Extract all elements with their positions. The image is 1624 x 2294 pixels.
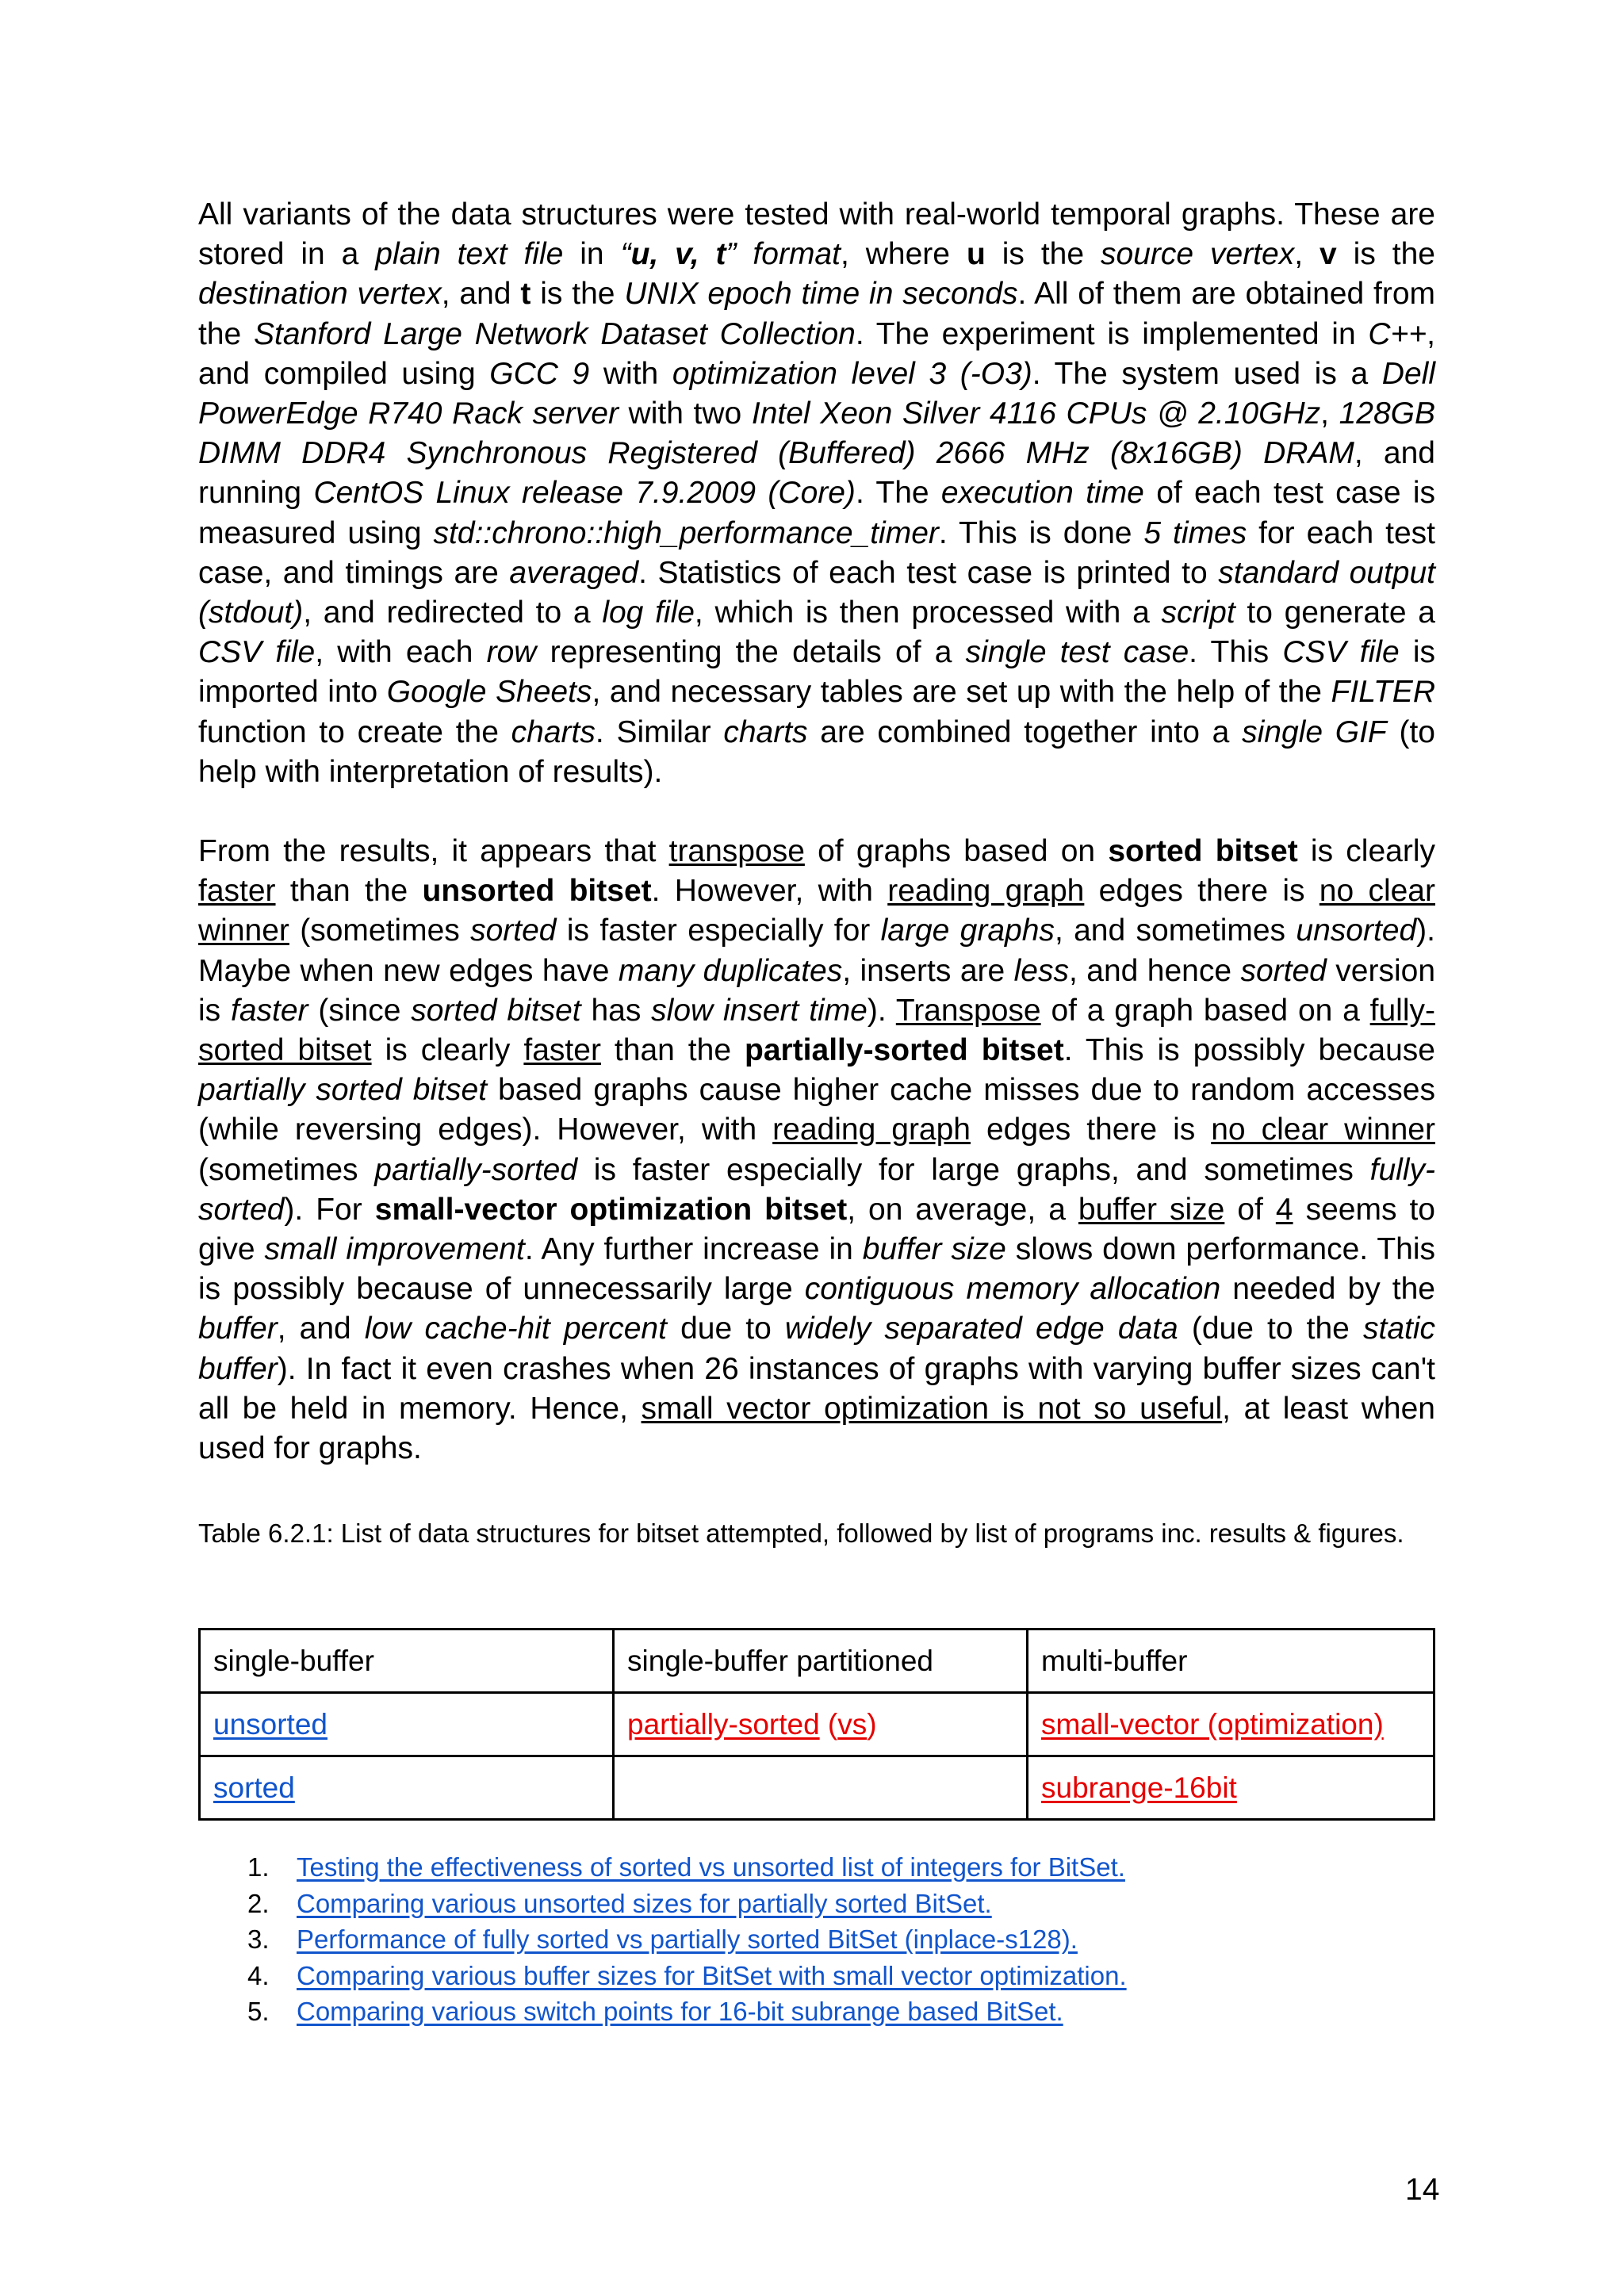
cell-empty — [614, 1756, 1028, 1820]
header-multi-buffer: multi-buffer — [1028, 1630, 1434, 1693]
list-item — [198, 1921, 1127, 1958]
table-row — [200, 1756, 1434, 1820]
methodology-paragraph: All variants of the data structures were tested with real-world temporal graphs. These are stored in a plain text file in “u, v, t” format, where u is the source vertex, v is the destination vertex, and t is the UNIX epoch time in seconds. All of them are obtained from the Stanford Large Network Dataset Collection. The experiment is implemented in C++, and compiled using GCC 9 with optimization level 3 (-O3). The system used is a Dell PowerEdge R740 Rack server with two Intel Xeon Silver 4116 CPUs @ 2.10GHz, 128GB DIMM DDR4 Synchronous Registered (Buffered) 2666 MHz (8x16GB) DRAM, and running CentOS Linux release 7.9.2009 (Core). The execution time of each test case is measured using std::chrono::high_performance_timer. This is done 5 times for each test case, and timings are averaged. Statistics of each test case is printed to standard output (stdout), and redirected to a log file, which is then processed with a script to generate a CSV file, with each row representing the details of a single test case. This CSV file is imported into Google Sheets, and necessary tables are set up with the help of the FILTER function to create the charts. Similar charts are combined together into a single GIF (to help with interpretation of results). — [198, 197, 1436, 789]
page-number: 14 — [1405, 2173, 1440, 2207]
list-item — [198, 1993, 1127, 2030]
table-row — [200, 1693, 1434, 1756]
vs-link[interactable]: vs — [837, 1707, 868, 1741]
bitset-structures-table — [198, 1628, 1435, 1821]
table-header-row — [200, 1630, 1434, 1693]
paren-open: ( — [819, 1707, 838, 1741]
header-single-buffer: single-buffer — [200, 1630, 614, 1693]
list-item — [198, 1886, 1127, 1922]
list-item — [198, 1849, 1127, 1886]
table-caption: Table 6.2.1: List of data structures for bitset attempted, followed by list of programs inc. results & figures. — [198, 1518, 1404, 1548]
program-link[interactable]: Comparing various buffer sizes for BitSet with small vector optimization. — [297, 1960, 1127, 1990]
list-number: 3. — [247, 1924, 270, 1954]
cell-sorted — [200, 1756, 614, 1820]
programs-list — [198, 1849, 1127, 2030]
program-link[interactable]: Performance of fully sorted vs partially sorted BitSet (inplace-s128). — [297, 1924, 1078, 1954]
small-vector-link[interactable]: small-vector (optimization) — [1041, 1707, 1384, 1741]
cell-unsorted — [200, 1693, 614, 1756]
partially-sorted-link[interactable]: partially-sorted — [627, 1707, 820, 1741]
subrange-16bit-link[interactable]: subrange-16bit — [1041, 1771, 1237, 1804]
results-paragraph: From the results, it appears that transpose of graphs based on sorted bitset is clearly faster than the unsorted bitset. However, with reading graph edges there is no clear winner (sometimes sorted is faster especially for large graphs, and sometimes unsorted). Maybe when new edges have many duplicates, inserts are less, and hence sorted version is faster (since sorted bitset has slow insert time). Transpose of a graph based on a fully-sorted bitset is clearly faster than the partially-sorted bitset. This is possibly because partially sorted bitset based graphs cause higher cache misses due to random accesses (while reversing edges). However, with reading graph edges there is no clear winner (sometimes partially-sorted is faster especially for large graphs, and sometimes fully-sorted). For small-vector optimization bitset, on average, a buffer size of 4 seems to give small improvement. Any further increase in buffer size slows down performance. This is possibly because of unnecessarily large contiguous memory allocation needed by the buffer, and low cache-hit percent due to widely separated edge data (due to the static buffer). In fact it even crashes when 26 instances of graphs with varying buffer sizes can't all be held in memory. Hence, small vector optimization is not so useful, at least when used for graphs. — [198, 834, 1436, 1466]
document-page — [198, 195, 1436, 2026]
list-item — [198, 1958, 1127, 1994]
unsorted-link[interactable]: unsorted — [213, 1707, 327, 1741]
list-number: 2. — [247, 1888, 270, 1918]
cell-small-vector — [1028, 1693, 1434, 1756]
header-single-buffer-partitioned: single-buffer partitioned — [614, 1630, 1028, 1693]
list-number: 1. — [247, 1852, 270, 1882]
paren-close: ) — [867, 1707, 877, 1741]
program-link[interactable]: Comparing various switch points for 16-bit subrange based BitSet. — [297, 1997, 1063, 2026]
cell-partially-sorted — [614, 1693, 1028, 1756]
program-link[interactable]: Comparing various unsorted sizes for partially sorted BitSet. — [297, 1888, 992, 1918]
cell-subrange — [1028, 1756, 1434, 1820]
sorted-link[interactable]: sorted — [213, 1771, 295, 1804]
list-number: 4. — [247, 1960, 270, 1990]
list-number: 5. — [247, 1997, 270, 2026]
program-link[interactable]: Testing the effectiveness of sorted vs unsorted list of integers for BitSet. — [297, 1852, 1125, 1882]
